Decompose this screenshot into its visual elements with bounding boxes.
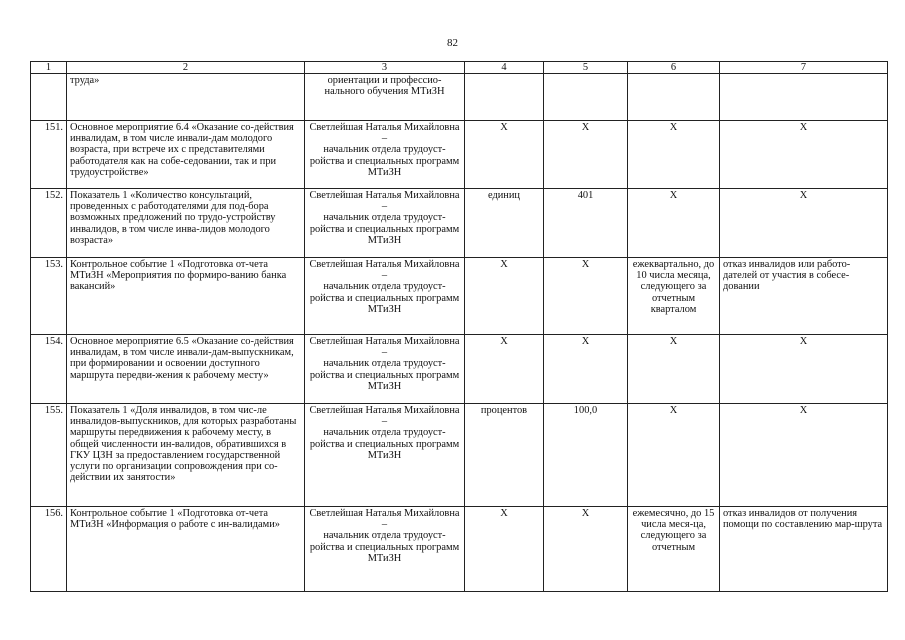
row-number: 153. — [31, 258, 67, 335]
header-col-2: 2 — [67, 62, 305, 74]
row-value: X — [544, 258, 628, 335]
row-term: X — [628, 404, 720, 507]
row-risk: X — [720, 121, 888, 189]
responsible-name: Светлейшая Наталья Михайловна – — [309, 336, 460, 359]
row-value: 401 — [544, 189, 628, 258]
row-value: X — [544, 507, 628, 592]
table-row — [31, 507, 888, 592]
row-responsible — [305, 335, 465, 404]
row-term: ежеквартально, до 10 числа месяца, следующего за отчетным кварталом — [628, 258, 720, 335]
row-name: Основное мероприятие 6.5 «Оказание со-действия инвалидам, в том числе инвали-дам-выпускникам, при формировании и освоении доступного маршрута передви-жения к рабочему месту» — [67, 335, 305, 404]
header-col-7: 7 — [720, 62, 888, 74]
row-responsible — [305, 507, 465, 592]
row-name: Основное мероприятие 6.4 «Оказание со-действия инвалидам, в том числе инвали-дам молодого возраста, при встрече их с представителями работодателя как на собе-седовании, так и при трудоустройстве» — [67, 121, 305, 189]
row-value: X — [544, 335, 628, 404]
row-unit: X — [465, 121, 544, 189]
row-unit: процентов — [465, 404, 544, 507]
row-number: 154. — [31, 335, 67, 404]
responsible-position: начальник отдела трудоуст-ройства и специальных программ МТиЗН — [309, 212, 460, 246]
responsible-position: начальник отдела трудоуст-ройства и специальных программ МТиЗН — [309, 530, 460, 564]
header-col-4: 4 — [465, 62, 544, 74]
header-col-6: 6 — [628, 62, 720, 74]
responsible-name: Светлейшая Наталья Михайловна – — [309, 122, 460, 145]
row-responsible — [305, 404, 465, 507]
row-term: ежемесячно, до 15 числа меся-ца, следующего за отчетным — [628, 507, 720, 592]
table-row — [31, 258, 888, 335]
responsible-position: начальник отдела трудоуст-ройства и специальных программ МТиЗН — [309, 281, 460, 315]
header-col-1: 1 — [31, 62, 67, 74]
row-name: Контрольное событие 1 «Подготовка от-чета МТиЗН «Мероприятия по формиро-ванию банка вакансий» — [67, 258, 305, 335]
row-term: X — [628, 335, 720, 404]
table-row — [31, 335, 888, 404]
row-number: 151. — [31, 121, 67, 189]
row-responsible — [305, 121, 465, 189]
responsible-name: Светлейшая Наталья Михайловна – — [309, 190, 460, 213]
continuation-num — [31, 74, 67, 121]
row-risk: отказ инвалидов или работо-дателей от участия в собесе-довании — [720, 258, 888, 335]
row-unit: X — [465, 258, 544, 335]
responsible-position: начальник отдела трудоуст-ройства и специальных программ МТиЗН — [309, 358, 460, 392]
row-name: Контрольное событие 1 «Подготовка от-чета МТиЗН «Информация о работе с ин-валидами» — [67, 507, 305, 592]
continuation-unit — [465, 74, 544, 121]
row-risk: X — [720, 404, 888, 507]
row-term: X — [628, 121, 720, 189]
table-row — [31, 121, 888, 189]
plan-table — [30, 61, 888, 592]
row-name: Показатель 1 «Количество консультаций, проведенных с работодателями для под-бора возможных предложений по трудо-устройству инвалидов, в том числе инва-лидов молодого возраста» — [67, 189, 305, 258]
row-unit: единиц — [465, 189, 544, 258]
row-value: X — [544, 121, 628, 189]
responsible-position: начальник отдела трудоуст-ройства и специальных программ МТиЗН — [309, 144, 460, 178]
continuation-risk — [720, 74, 888, 121]
responsible-name: Светлейшая Наталья Михайловна – — [309, 259, 460, 282]
page-number: 82 — [447, 37, 458, 49]
continuation-term — [628, 74, 720, 121]
row-responsible — [305, 189, 465, 258]
row-unit: X — [465, 335, 544, 404]
row-risk: X — [720, 335, 888, 404]
row-risk: отказ инвалидов от получения помощи по составлению мар-шрута — [720, 507, 888, 592]
continuation-row — [31, 74, 888, 121]
responsible-name: Светлейшая Наталья Михайловна – — [309, 405, 460, 428]
table-row — [31, 404, 888, 507]
row-responsible — [305, 258, 465, 335]
continuation-value — [544, 74, 628, 121]
row-unit: X — [465, 507, 544, 592]
table-row — [31, 189, 888, 258]
header-col-3: 3 — [305, 62, 465, 74]
row-number: 155. — [31, 404, 67, 507]
header-row — [31, 62, 888, 74]
row-value: 100,0 — [544, 404, 628, 507]
row-risk: X — [720, 189, 888, 258]
row-number: 152. — [31, 189, 67, 258]
header-col-5: 5 — [544, 62, 628, 74]
row-name: Показатель 1 «Доля инвалидов, в том чис-ле инвалидов-выпускников, для которых разработаны маршруты передвижения к рабочему месту, в общей численности ин-валидов, обратившихся в ГКУ ЦЗН за предоставлением государственной услуги по организации сопровождения при со-действии их занятости» — [67, 404, 305, 507]
responsible-position: начальник отдела трудоуст-ройства и специальных программ МТиЗН — [309, 427, 460, 461]
row-term: X — [628, 189, 720, 258]
responsible-name: Светлейшая Наталья Михайловна – — [309, 508, 460, 531]
row-number: 156. — [31, 507, 67, 592]
continuation-responsible: ориентации и профессио-нального обучения МТиЗН — [305, 74, 465, 121]
continuation-name: труда» — [67, 74, 305, 121]
